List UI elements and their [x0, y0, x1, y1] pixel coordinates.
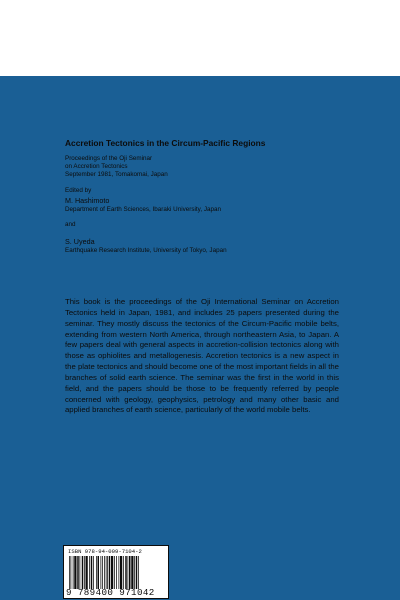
barcode-bar [96, 556, 97, 589]
editor-1-name: M. Hashimoto [65, 196, 110, 205]
barcode-icon [68, 556, 166, 589]
editor-2-name: S. Uyeda [65, 237, 95, 246]
edited-by-label: Edited by [65, 187, 92, 194]
barcode-bar [125, 556, 127, 589]
barcode-bar [89, 556, 90, 589]
barcode-bar [106, 556, 107, 589]
book-description: This book is the proceedings of the Oji International Seminar on Accretion Tectonics held in Japan, 1981, and includes 25 papers presented during the seminar. They mostly discuss the tectonics of the Circum-Pacific mobile belts, extending from western North America, through northeastern Asia, to Japan. A few papers deal with general aspects in accretion-collision tectonics along with those as ophiolites and metallogenesis. Accretion tectonics is a new aspect in the plate tectonics and should become one of the most important fields in all the branches of solid earth science. The seminar was the first in the world in this field, and the papers should be those to be frequently referred by people concerned with geology, geophysics, petrology and many other basic and applied branches of earth science, particularly of the world mobile belts. [65, 297, 339, 415]
barcode-bar [74, 556, 76, 589]
barcode-bar [134, 556, 135, 589]
barcode-bar [136, 556, 138, 589]
barcode-bar [93, 556, 94, 589]
barcode-bar [69, 556, 70, 589]
barcode-bar [128, 556, 129, 589]
barcode-bar [71, 556, 72, 589]
barcode-bar [116, 556, 117, 589]
top-white-band [0, 0, 400, 76]
barcode-bar [82, 556, 84, 589]
book-title: Accretion Tectonics in the Circum-Pacific Regions [65, 138, 266, 148]
barcode-bar [80, 556, 81, 589]
barcode-bar [102, 556, 103, 589]
barcode-bar [77, 556, 79, 589]
barcode-bar [138, 556, 139, 589]
isbn-label: ISBN 978-94-009-7104-2 [68, 548, 142, 555]
proceedings-line-2: on Accretion Tectonics [65, 163, 128, 170]
back-cover [0, 76, 400, 600]
barcode-bar [98, 556, 100, 589]
barcode-bar [101, 556, 102, 589]
barcode-bar [120, 556, 122, 589]
barcode-bar [111, 556, 113, 589]
barcode-box [63, 545, 169, 599]
and-label: and [65, 221, 76, 228]
editor-2-affiliation: Earthquake Research Institute, University of Tokyo, Japan [65, 247, 227, 254]
barcode-bar [131, 556, 133, 589]
barcode-bar [114, 556, 115, 589]
barcode-bar [73, 556, 74, 589]
editor-1-affiliation: Department of Earth Sciences, Ibaraki University, Japan [65, 206, 221, 213]
barcode-bar [91, 556, 93, 589]
barcode-bar [123, 556, 124, 589]
barcode-bar [84, 556, 85, 589]
proceedings-line-1: Proceedings of the Oji Seminar [65, 155, 153, 162]
barcode-bar [86, 556, 88, 589]
proceedings-line-3: September 1981, Tomakomai, Japan [65, 171, 168, 178]
barcode-bar [109, 556, 111, 589]
barcode-bar [129, 556, 131, 589]
barcode-bar [119, 556, 120, 589]
barcode-digits: 9 789400 971042 [66, 587, 155, 598]
barcode-bar [107, 556, 108, 589]
barcode-bar [104, 556, 105, 589]
